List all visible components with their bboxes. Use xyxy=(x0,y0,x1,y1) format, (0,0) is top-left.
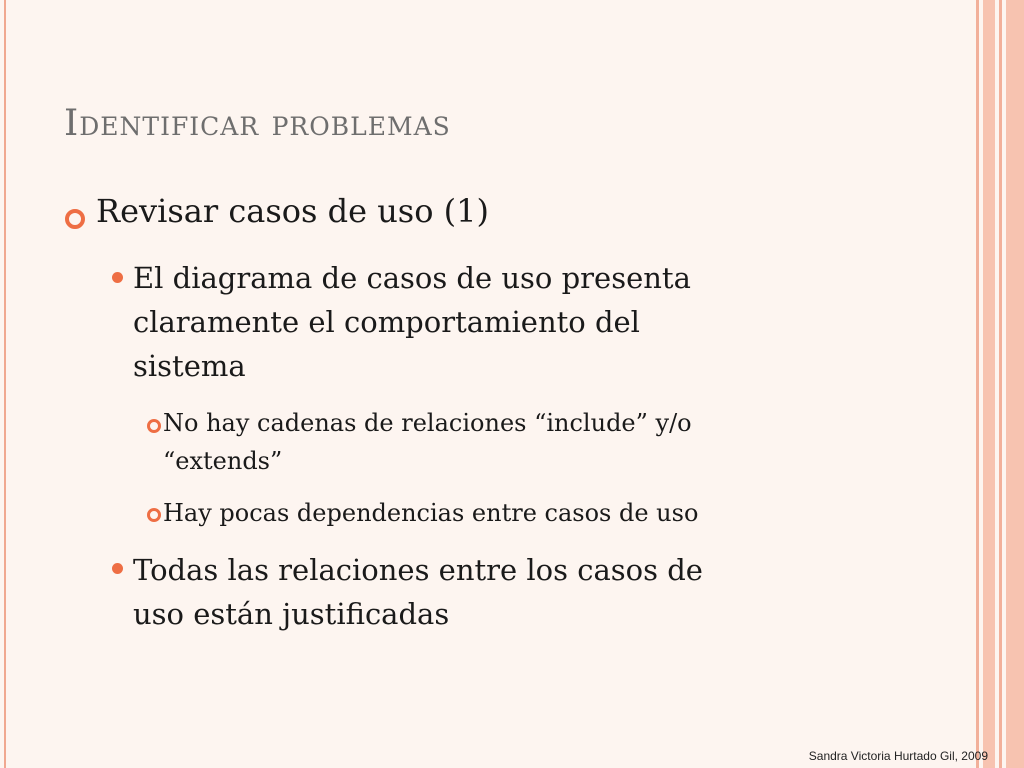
bullet-line: El diagrama de casos de uso presenta xyxy=(133,261,691,295)
bullet-line: “extends” xyxy=(163,447,283,475)
filled-circle-bullet-icon xyxy=(112,563,123,574)
footer-credit: Sandra Victoria Hurtado Gil, 2009 xyxy=(808,749,988,763)
bullet-line: uso están justificadas xyxy=(133,597,450,631)
hollow-circle-bullet-icon xyxy=(147,419,161,433)
bullet-level2-text xyxy=(133,256,691,388)
bullet-line: sistema xyxy=(133,349,246,383)
bullet-level2-text xyxy=(133,548,703,636)
bullet-line: claramente el comportamiento del xyxy=(133,305,640,339)
bullet-line: No hay cadenas de relaciones “include” y/o xyxy=(163,409,692,437)
hollow-circle-bullet-icon xyxy=(65,209,85,229)
bullet-level3-text xyxy=(163,404,692,480)
hollow-circle-bullet-icon xyxy=(147,508,161,522)
bullet-line: Hay pocas dependencias entre casos de uso xyxy=(163,499,699,527)
right-decor-stripe xyxy=(1006,0,1024,768)
filled-circle-bullet-icon xyxy=(112,272,123,283)
bullet-level1-text: Revisar casos de uso (1) xyxy=(96,192,489,230)
right-decor-stripe xyxy=(983,0,995,768)
left-border-line xyxy=(4,0,6,768)
bullet-line: Todas las relaciones entre los casos de xyxy=(133,553,703,587)
bullet-level3-text xyxy=(163,494,698,532)
slide-title: Identificar problemas xyxy=(64,103,451,144)
